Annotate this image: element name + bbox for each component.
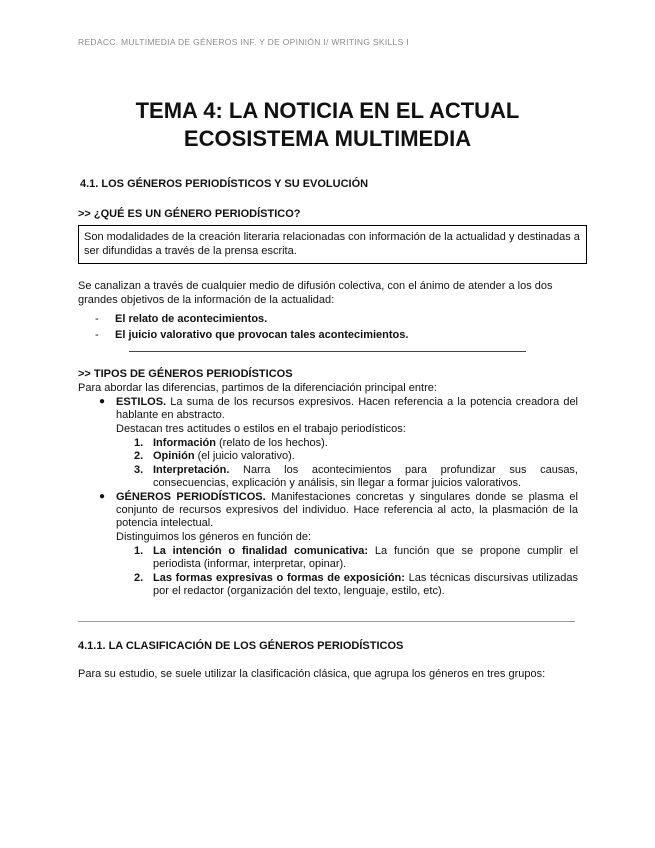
genero-text: Las técnicas discursivas utilizadas por el redactor (organización del texto, lenguaje, estilo, etc). (153, 572, 578, 597)
list-number: 2. (134, 572, 144, 584)
definition-text: Son modalidades de la creación literaria relacionadas con información de la actualidad y destinadas a ser difundidas a través de la prensa escrita. (84, 231, 580, 257)
channel-paragraph: Se canalizan a través de cualquier medio de difusión colectiva, con el ánimo de atender a los dos grandes objetivos de la información de la actualidad: (78, 280, 553, 306)
subheading-what-is-genre: >> ¿QUÉ ES UN GÉNERO PERIODÍSTICO? (78, 208, 301, 220)
genero-term: Las formas expresivas o formas de exposición: (153, 572, 405, 584)
genero-term: La intención o finalidad comunicativa: (153, 545, 369, 557)
estilo-text: (relato de los hechos). (215, 437, 328, 449)
objectives-list (95, 311, 408, 343)
objective-text: El relato de acontecimientos. (115, 313, 268, 325)
list-number: 2. (134, 450, 144, 462)
bullet-icon: ● (99, 396, 106, 407)
classification-paragraph: Para su estudio, se suele utilizar la clasificación clásica, que agrupa los géneros en tres grupos: (78, 668, 546, 680)
section-divider (78, 621, 575, 622)
estilo-item-opinion (153, 450, 578, 463)
list-number: 3. (134, 464, 144, 476)
estilo-term: Información (153, 437, 216, 449)
generos-term: GÉNEROS PERIODÍSTICOS. (116, 491, 266, 503)
objective-text: El juicio valorativo que provocan tales acontecimientos. (115, 329, 409, 341)
divider-line (129, 351, 526, 352)
bullet-icon: ● (99, 491, 106, 502)
estilo-item-informacion (153, 437, 578, 450)
list-number: 1. (134, 545, 144, 557)
page-title (0, 97, 655, 153)
list-number: 1. (134, 437, 144, 449)
list-item (95, 311, 408, 327)
section-heading-4-1: 4.1. LOS GÉNEROS PERIODÍSTICOS Y SU EVOLUCIÓN (80, 178, 369, 190)
section-heading-4-1-1: 4.1.1. LA CLASIFICACIÓN DE LOS GÉNEROS PERIODÍSTICOS (78, 640, 404, 652)
page-title-line-2: ECOSISTEMA MULTIMEDIA (183, 126, 472, 151)
estilos-sub-intro: Destacan tres actitudes o estilos en el trabajo periodísticos: (116, 423, 406, 435)
estilos-text: La suma de los recursos expresivos. Hacen referencia a la potencia creadora del hablante en abstracto. (116, 396, 578, 421)
page-title-line-1: TEMA 4: LA NOTICIA EN EL ACTUAL (135, 98, 520, 123)
estilos-term: ESTILOS. (116, 396, 167, 408)
estilo-text: (el juicio valorativo). (194, 450, 295, 462)
list-item (95, 327, 408, 343)
generos-item (116, 491, 578, 530)
estilos-item (116, 396, 578, 422)
estilo-term: Opinión (153, 450, 195, 462)
definition-box (78, 225, 587, 264)
subheading-types: >> TIPOS DE GÉNEROS PERIODÍSTICOS (78, 368, 293, 380)
generos-sub-intro: Distinguimos los géneros en función de: (116, 531, 312, 543)
genero-text: La función que se propone cumplir el periodista (informar, interpretar, opinar). (153, 545, 579, 570)
genero-item-intencion (153, 545, 578, 571)
generos-text: Manifestaciones concretas y singulares donde se plasma el conjunto de recursos expresivos del individuo. Hace referencia al acto, la plasmación de la potencia intelectual. (116, 491, 578, 529)
types-intro: Para abordar las diferencias, partimos de la diferenciación principal entre: (78, 382, 437, 394)
estilo-text: Narra los acontecimientos para profundizar sus causas, consecuencias, explicación y análisis, sin llegar a formar juicios valorativos. (153, 464, 578, 489)
dash-marker: - (95, 313, 99, 325)
dash-marker: - (95, 329, 99, 341)
estilo-term: Interpretación. (153, 464, 230, 476)
genero-item-formas (153, 572, 578, 598)
estilo-item-interpretacion (153, 464, 578, 490)
running-header: REDACC. MULTIMEDIA DE GÉNEROS INF. Y DE OPINIÓN I/ WRITING SKILLS I (78, 37, 409, 47)
